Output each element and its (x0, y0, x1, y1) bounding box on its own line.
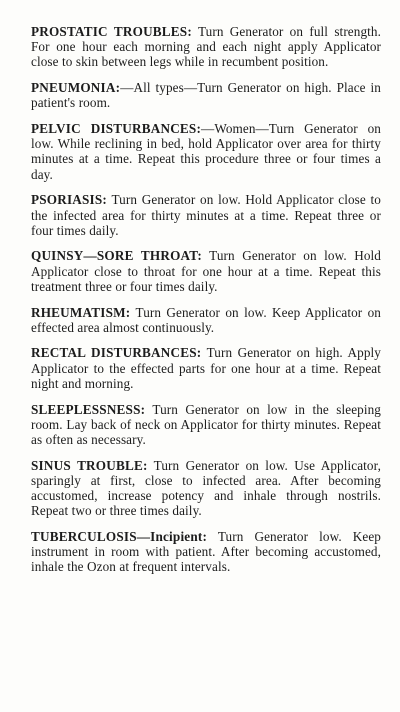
entry-text: Turn Generator on low. Use Applicator, sparingly at first, close to infected area. After becoming accustomed, increase potency and inhale through nostrils. Repeat two or three times daily. (31, 457, 381, 519)
entry-term: SLEEPLESSNESS: (31, 401, 146, 417)
entry-text: —All types—Turn Generator on high. Place in patient's room. (31, 80, 381, 111)
entry-text: —Women—Turn Generator on low. While reclining in bed, hold Applicator over area for thirty minutes at a time. Repeat this procedure three or four times a day. (31, 121, 381, 182)
entry-term: PROSTATIC TROUBLES: (31, 24, 192, 39)
entry-text: Turn Generator on low. Hold Applicator close to throat for one hour at a time. Repeat this treatment three or four times daily. (31, 248, 382, 294)
entry-psoriasis (31, 192, 381, 238)
entry-term: SINUS TROUBLE: (31, 457, 148, 473)
entry-term: TUBERCULOSIS—Incipient: (31, 528, 208, 544)
entry-term: RHEUMATISM: (31, 304, 131, 320)
entry-rectal-disturbances (31, 345, 381, 391)
entry-pelvic-disturbances (31, 121, 381, 182)
entry-sleeplessness (31, 402, 381, 448)
entry-rheumatism (31, 305, 381, 335)
entry-term: RECTAL DISTURBANCES: (31, 345, 202, 361)
entry-sinus-trouble (31, 458, 381, 519)
entry-pneumonia (31, 80, 381, 110)
entry-text: Turn Generator on high. Apply Applicator to the effected parts for one hour at a time. Repeat night and morning. (31, 345, 381, 391)
entry-quinsy-sore-throat (31, 248, 381, 294)
entry-term: PNEUMONIA: (31, 80, 121, 96)
entry-text: Turn Generator low. Keep instrument in room with patient. After becoming accustomed, inhale the Ozon at frequent intervals. (31, 528, 381, 575)
entry-term: PELVIC DISTURBANCES: (31, 121, 202, 137)
entry-text: Turn Generator on low. Hold Applicator close to the infected area for thirty minutes at a time. Repeat three or four times daily. (31, 192, 381, 238)
entry-text: Turn Generator on low in the sleeping room. Lay back of neck on Applicator for thirty minutes. Repeat as often as necessary. (31, 401, 381, 447)
document-page (31, 24, 381, 585)
entry-tuberculosis-incipient (31, 529, 381, 575)
entry-prostatic-troubles (31, 24, 381, 70)
entry-text: Turn Generator on full strength. For one hour each morning and each night apply Applicator close to skin between legs while in recumbent position. (31, 24, 382, 70)
entry-term: PSORIASIS: (31, 192, 108, 208)
entry-term: QUINSY—SORE THROAT: (31, 248, 202, 264)
entry-text: Turn Generator on low. Keep Applicator on effected area almost continuously. (31, 304, 381, 335)
